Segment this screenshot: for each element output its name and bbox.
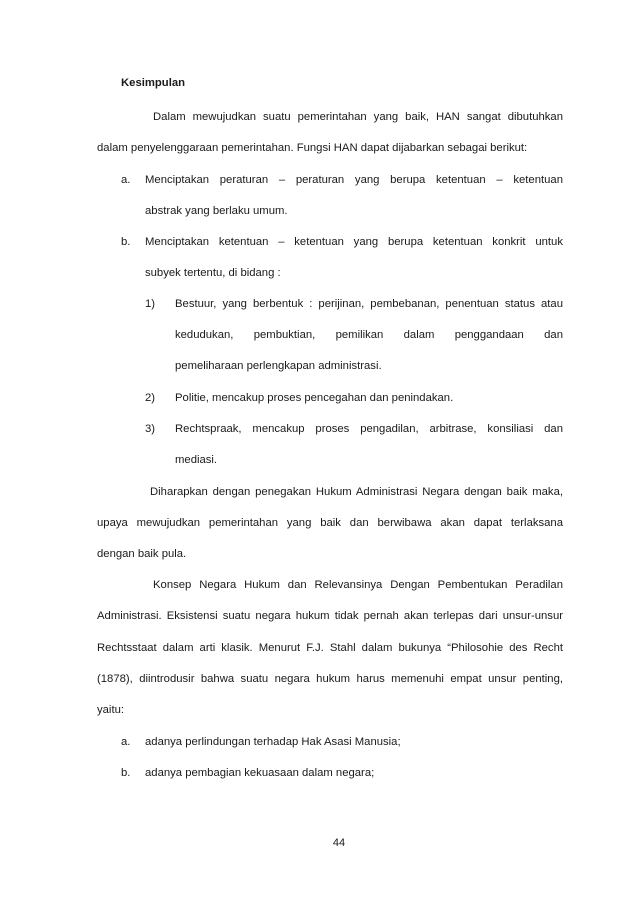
list-item-line: Menciptakan peraturan – peraturan yang berupa ketentuan – ketentuan xyxy=(145,174,563,186)
page-number: 44 xyxy=(332,837,346,849)
section-heading: Kesimpulan xyxy=(121,77,186,89)
paragraph-line: dengan baik pula. xyxy=(97,548,187,560)
list-item-line: pemeliharaan perlengkapan administrasi. xyxy=(175,360,382,372)
paragraph-line: (1878), diintrodusir bahwa suatu negara hukum harus memenuhi empat unsur penting, xyxy=(97,673,563,685)
paragraph-line: Diharapkan dengan penegakan Hukum Administrasi Negara dengan baik maka, xyxy=(150,486,563,498)
list-marker: a. xyxy=(121,174,131,186)
list-item-line: Menciptakan ketentuan – ketentuan yang berupa ketentuan konkrit untuk xyxy=(145,236,563,248)
list-item-line: adanya perlindungan terhadap Hak Asasi Manusia; xyxy=(145,736,401,748)
list-item-line: Politie, mencakup proses pencegahan dan penindakan. xyxy=(175,392,454,404)
list-marker: 2) xyxy=(145,392,156,404)
paragraph-line: Rechtsstaat dalam arti klasik. Menurut F.J. Stahl dalam bukunya “Philosohie des Recht xyxy=(97,642,563,654)
list-item-line: subyek tertentu, di bidang : xyxy=(145,267,281,279)
paragraph-line: dalam penyelenggaraan pemerintahan. Fungsi HAN dapat dijabarkan sebagai berikut: xyxy=(97,142,528,154)
list-item-line: mediasi. xyxy=(175,454,218,466)
list-marker: 1) xyxy=(145,298,156,310)
list-item-line: Bestuur, yang berbentuk : perijinan, pembebanan, penentuan status atau xyxy=(175,298,563,310)
list-item-line: kedudukan, pembuktian, pemilikan dalam penggandaan dan xyxy=(175,329,563,341)
paragraph-line: upaya mewujudkan pemerintahan yang baik dan berwibawa akan dapat terlaksana xyxy=(97,517,563,529)
list-marker: a. xyxy=(121,736,131,748)
list-marker: b. xyxy=(121,236,131,248)
list-item-line: Rechtspraak, mencakup proses pengadilan, arbitrase, konsiliasi dan xyxy=(175,423,563,435)
paragraph-line: yaitu: xyxy=(97,704,125,716)
list-marker: 3) xyxy=(145,423,156,435)
list-item-line: adanya pembagian kekuasaan dalam negara; xyxy=(145,767,375,779)
paragraph-line: Konsep Negara Hukum dan Relevansinya Dengan Pembentukan Peradilan xyxy=(153,579,563,591)
list-item-line: abstrak yang berlaku umum. xyxy=(145,205,288,217)
paragraph-line: Administrasi. Eksistensi suatu negara hukum tidak pernah akan terlepas dari unsur-unsur xyxy=(97,610,563,622)
paragraph-line: Dalam mewujudkan suatu pemerintahan yang baik, HAN sangat dibutuhkan xyxy=(153,111,563,123)
list-marker: b. xyxy=(121,767,131,779)
